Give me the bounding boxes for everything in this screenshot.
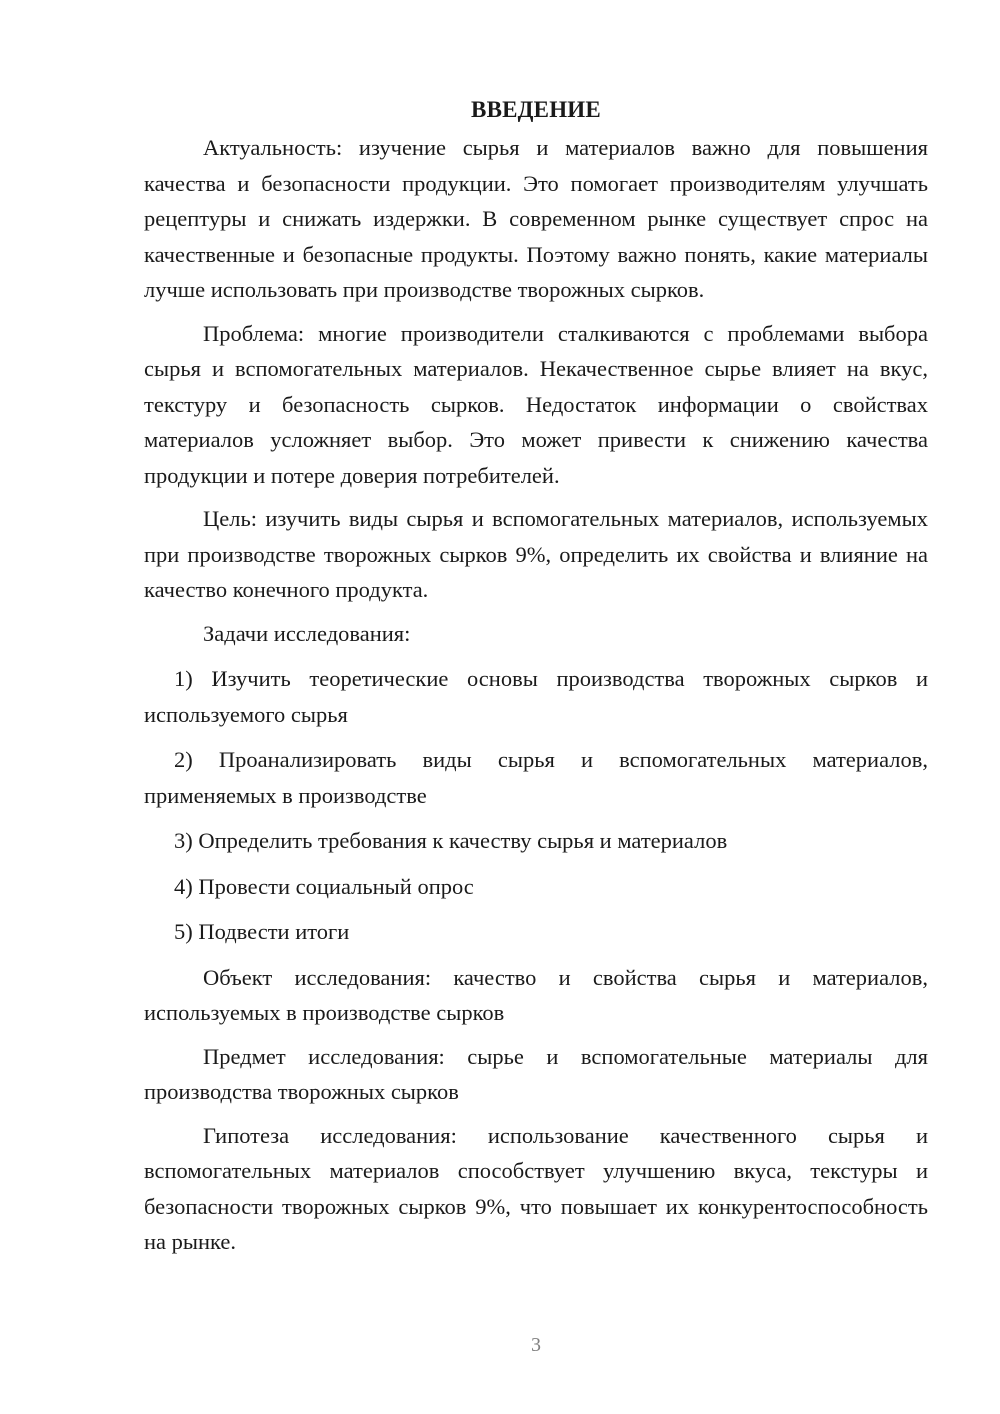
paragraph-problem: Проблема: многие производители сталкиваются с проблемами выбора сырья и вспомогательных материалов. Некачественное сырье влияет на вкус, текстуру и безопасность сырков. Недостаток информации о свойствах материалов усложняет выбор. Это может привести к снижению качества продукции и потере доверия потребителей. — [144, 320, 928, 488]
list-item: 2) Проанализировать виды сырья и вспомогательных материалов, применяемых в производстве — [144, 747, 928, 808]
document-page — [144, 94, 928, 1314]
tasks-list — [144, 661, 928, 950]
list-item: 1) Изучить теоретические основы производства творожных сырков и используемого сырья — [144, 666, 928, 727]
list-item: 3) Определить требования к качеству сырья и материалов — [174, 828, 728, 853]
paragraph-goal: Цель: изучить виды сырья и вспомогательных материалов, используемых при производстве творожных сырков 9%, определить их свойства и влияние на качество конечного продукта. — [144, 506, 928, 602]
page-number: 3 — [531, 1334, 541, 1356]
paragraph-relevance: Актуальность: изучение сырья и материалов важно для повышения качества и безопасности продукции. Это помогает производителям улучшать рецептуры и снижать издержки. В современном рынке существует спрос на качественные и безопасные продукты. Поэтому важно понять, какие материалы лучше использовать при производстве творожных сырков. — [144, 135, 928, 302]
list-item: 5) Подвести итоги — [174, 919, 350, 944]
paragraph-object: Объект исследования: качество и свойства сырья и материалов, используемых в производстве сырков — [144, 964, 928, 1025]
paragraph-hypothesis: Гипотеза исследования: использование качественного сырья и вспомогательных материалов способствует улучшению вкуса, текстуры и безопасности творожных сырков 9%, что повышает их конкурентоспособность на рынке. — [144, 1122, 928, 1254]
tasks-heading: Задачи исследования: — [203, 620, 411, 646]
page-title: ВВЕДЕНИЕ — [471, 97, 601, 122]
paragraph-subject: Предмет исследования: сырье и вспомогательные материалы для производства творожных сырков — [144, 1043, 928, 1104]
list-item: 4) Провести социальный опрос — [174, 873, 474, 899]
